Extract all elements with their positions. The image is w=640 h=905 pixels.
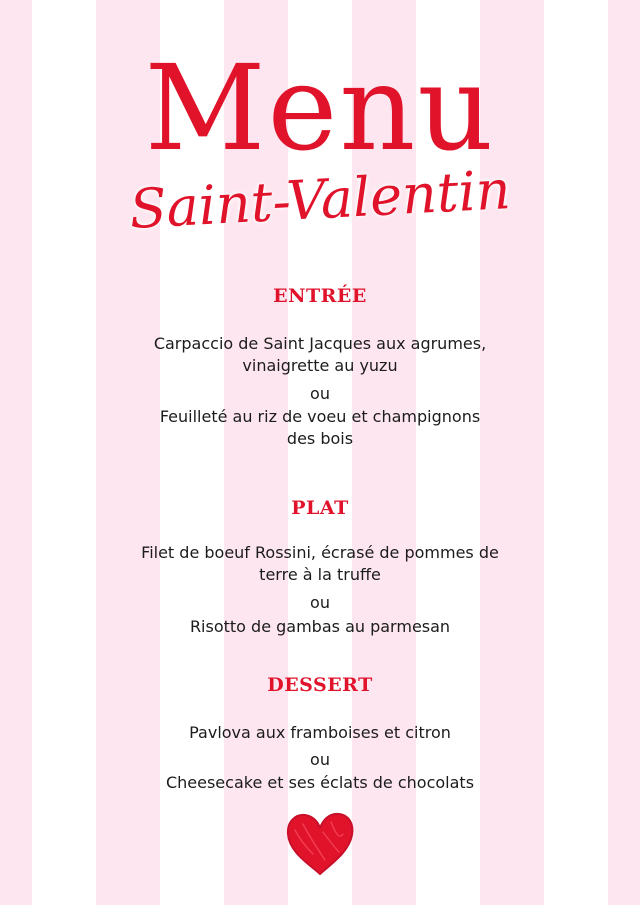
entree-option-1-line-2: vinaigrette au yuzu bbox=[242, 356, 398, 375]
section-title-dessert: DESSERT bbox=[267, 674, 373, 696]
plat-option-1-line-2: terre à la truffe bbox=[259, 565, 381, 584]
entree-option-2-line-2: des bois bbox=[286, 429, 354, 448]
menu-subtitle: Saint-Valentin bbox=[127, 158, 512, 241]
entree-separator: ou bbox=[310, 384, 330, 403]
dessert-option-1-line-1: Pavlova aux framboises et citron bbox=[189, 723, 451, 742]
plat-separator: ou bbox=[310, 593, 330, 612]
plat-option-1-line-1: Filet de boeuf Rossini, écrasé de pommes de bbox=[141, 543, 499, 562]
entree-option-2-line-1: Feuilleté au riz de voeu et champignons bbox=[159, 407, 481, 426]
plat-option-2-line-1: Risotto de gambas au parmesan bbox=[189, 617, 451, 636]
entree-option-1 bbox=[100, 333, 540, 377]
entree-option-1-line-1: Carpaccio de Saint Jacques aux agrumes, bbox=[153, 334, 487, 353]
dessert-option-2-line-1: Cheesecake et ses éclats de chocolats bbox=[165, 773, 475, 792]
dessert-separator: ou bbox=[310, 750, 330, 769]
section-title-plat: PLAT bbox=[291, 497, 349, 519]
heart-icon bbox=[283, 810, 357, 878]
dessert-option-1 bbox=[100, 722, 540, 744]
plat-option-2 bbox=[100, 616, 540, 638]
entree-option-2 bbox=[100, 406, 540, 450]
plat-option-1 bbox=[100, 542, 540, 586]
menu-title: Menu bbox=[144, 39, 496, 177]
section-title-entree: ENTRÉE bbox=[273, 285, 367, 307]
dessert-option-2 bbox=[100, 772, 540, 794]
